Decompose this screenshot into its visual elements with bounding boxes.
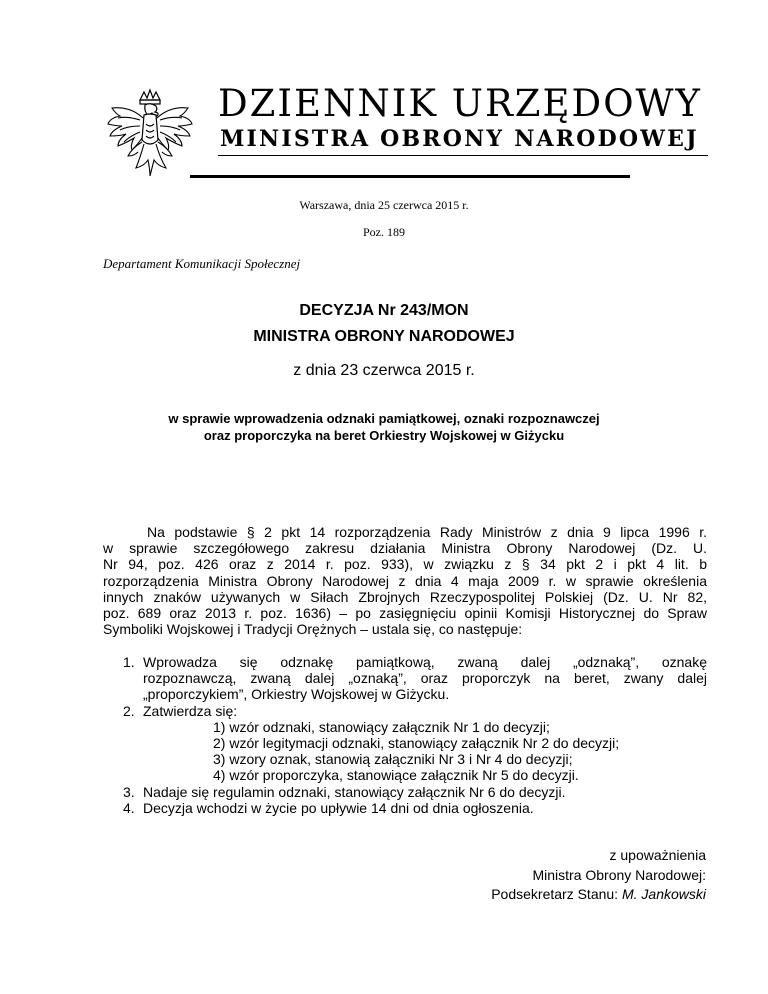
preamble-line: poz. 689 oraz 2013 r. poz. 1636) – po zasięgnięciu opinii Komisji Historycznej do Spraw xyxy=(103,604,707,621)
signer-role: Podsekretarz Stanu: xyxy=(491,886,619,902)
masthead-title: DZIENNIK URZĘDOWY xyxy=(218,82,702,125)
subject-line: oraz proporczyka na beret Orkiestry Wojskowej w Giżycku xyxy=(203,428,565,443)
preamble-line: rozporządzenia Ministra Obrony Narodowej z dnia 4 maja 2009 r. w sprawie określenia xyxy=(103,572,707,589)
item-number: 3. xyxy=(123,783,135,800)
decision-date: z dnia 23 czerwca 2015 r. xyxy=(293,362,475,379)
masthead-divider-thin xyxy=(218,155,708,156)
place-and-date: Warszawa, dnia 25 czerwca 2015 r. xyxy=(299,198,469,212)
signature-on-behalf: Ministra Obrony Narodowej: xyxy=(532,866,706,883)
item-number: 2. xyxy=(123,702,135,719)
item-line: Wprowadza się odznakę pamiątkową, zwaną dalej „odznaką”, oznakę xyxy=(143,654,707,670)
white-eagle-emblem-icon xyxy=(100,88,200,188)
sub-list-item: 2) wzór legitymacji odznaki, stanowiący załącznik Nr 2 do decyzji; xyxy=(213,734,620,751)
sub-list-item: 1) wzór odznaki, stanowiący załącznik Nr 1 do decyzji; xyxy=(213,718,550,735)
signature-signer xyxy=(491,885,706,905)
signer-name: M. Jankowski xyxy=(621,886,706,902)
item-line: Nadaje się regulamin odznaki, stanowiący załącznik Nr 6 do decyzji. xyxy=(143,783,566,800)
preamble-line: Nr 94, poz. 426 oraz z 2014 r. poz. 933), w związku z § 34 pkt 2 i pkt 4 lit. b xyxy=(103,556,707,573)
decision-issuer: MINISTRA OBRONY NARODOWEJ xyxy=(253,328,515,345)
department-name: Departament Komunikacji Społecznej xyxy=(103,256,301,271)
sub-list-item: 4) wzór proporczyka, stanowiące załącznik Nr 5 do decyzji. xyxy=(213,767,579,784)
subject-line: w sprawie wprowadzenia odznaki pamiątkowej, oznaki rozpoznawczej xyxy=(168,411,600,426)
preamble-line: Symboliki Wojskowej i Tradycji Orężnych – ustala się, co następuje: xyxy=(103,621,523,638)
list-item xyxy=(103,800,707,816)
item-line: „proporczykiem”, Orkiestry Wojskowej w Giżycku. xyxy=(143,686,450,703)
position-number: Poz. 189 xyxy=(363,225,405,239)
list-item xyxy=(103,654,707,703)
preamble-line: w sprawie szczegółowego zakresu działania Ministra Obrony Narodowej (Dz. U. xyxy=(103,540,707,557)
sub-list xyxy=(143,719,707,784)
masthead-subtitle: MINISTRA OBRONY NARODOWEJ xyxy=(220,126,699,152)
list-item xyxy=(103,703,707,784)
preamble-line: innych znaków używanych w Siłach Zbrojnych Rzeczypospolitej Polskiej (Dz. U. Nr 82, xyxy=(103,588,707,605)
preamble-line: Na podstawie § 2 pkt 14 rozporządzenia Rady Ministrów z dnia 9 lipca 1996 r. xyxy=(147,524,707,540)
signature-authorization: z upoważnienia xyxy=(609,847,706,863)
item-number: 4. xyxy=(123,799,135,816)
list-item xyxy=(103,784,707,800)
item-number: 1. xyxy=(123,654,135,670)
decision-items-list xyxy=(103,654,707,816)
preamble-paragraph xyxy=(103,524,707,637)
item-line: rozpoznawczą, zwaną dalej „oznaką”, oraz proporczyk na beret, zwany dalej xyxy=(143,670,707,687)
masthead-divider-thick xyxy=(190,175,630,178)
decision-title: DECYZJA Nr 243/MON xyxy=(299,302,469,319)
sub-list-item: 3) wzory oznak, stanowią załączniki Nr 3 i Nr 4 do decyzji; xyxy=(213,751,573,768)
signature-block xyxy=(491,846,706,905)
item-line: Zatwierdza się: xyxy=(143,702,238,719)
decision-subject xyxy=(0,410,768,444)
item-line: Decyzja wchodzi w życie po upływie 14 dni od dnia ogłoszenia. xyxy=(143,799,534,816)
